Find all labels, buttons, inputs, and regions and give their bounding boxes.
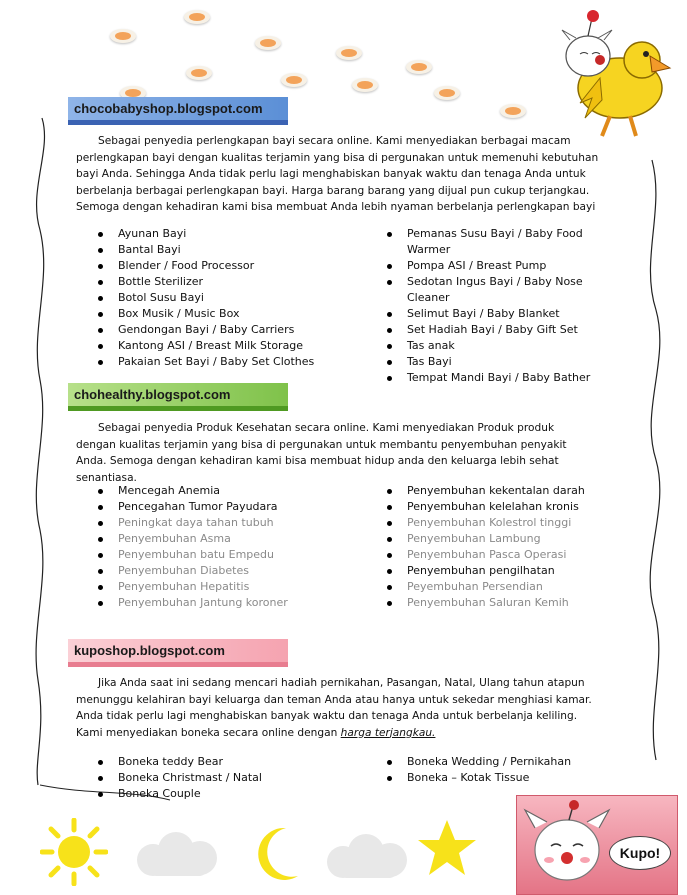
cloud-icon xyxy=(128,830,228,880)
list-item: Tas Bayi xyxy=(389,354,619,370)
list-item: Boneka – Kotak Tissue xyxy=(389,770,619,786)
section-title-text: chohealthy.blogspot.com xyxy=(74,387,231,402)
list-item: Penyembuhan Pasca Operasi xyxy=(389,547,619,563)
item-list-right xyxy=(389,754,619,786)
list-item: Penyembuhan Kolestrol tinggi xyxy=(389,515,619,531)
list-item: Tas anak xyxy=(389,338,619,354)
banner-shadow xyxy=(68,120,288,125)
list-item: Bantal Bayi xyxy=(100,242,360,258)
list-item: Gendongan Bayi / Baby Carriers xyxy=(100,322,360,338)
section-title-text: chocobabyshop.blogspot.com xyxy=(74,101,263,116)
list-item: Pakaian Set Bayi / Baby Set Clothes xyxy=(100,354,360,370)
moogle-illustration xyxy=(521,800,613,892)
item-list-left xyxy=(100,226,360,370)
star-icon xyxy=(416,818,478,878)
list-item: Penyembuhan Hepatitis xyxy=(100,579,360,595)
list-item: Peningkat daya tahan tubuh xyxy=(100,515,360,531)
section-paragraph: Sebagai penyedia Produk Kesehatan secara online. Kami menyediakan Produk produk dengan kualitas terjamin yang bisa di pergunakan untuk membantu penyembuhan penyakit Anda. Semoga dengan kehadiran kami bisa membuat hidup anda den keluarga lebih sehat senantiasa. xyxy=(76,422,567,484)
sun-icon xyxy=(40,818,108,886)
list-item: Ayunan Bayi xyxy=(100,226,360,242)
section-paragraph: Sebagai penyedia perlengkapan bayi secara online. Kami menyediakan berbagai macam perlengkapan bayi dengan kualitas terjamin yang bisa di pergunakan untuk memenuhi kebutuhan bayi Anda. Sehingga Anda tidak perlu lagi menghabiskan banyak waktu dan tenaga Anda untuk berbelanja berbagai perlengkapan bayi. Harga barang barang yang dijual pun cukup terjangkau. Semoga dengan kehadiran kami bisa membuat Anda lebih nyaman berbelanja perlengkapan bayi xyxy=(76,135,599,213)
list-item: Boneka Christmast / Natal xyxy=(100,770,360,786)
list-item: Penyembuhan pengilhatan xyxy=(389,563,619,579)
section-title-chocobabyshop[interactable] xyxy=(68,97,288,121)
list-item: Pencegahan Tumor Payudara xyxy=(100,499,360,515)
section-paragraph xyxy=(76,675,606,741)
list-item: Bottle Sterilizer xyxy=(100,274,360,290)
paragraph-text: Jika Anda saat ini sedang mencari hadiah pernikahan, Pasangan, Natal, Ulang tahun atapun menunggu kelahiran bayi keluarga dan teman Anda atau hanya untuk sekedar menghiasi kamar. Anda tidak perlu lagi menghabiskan banyak waktu dan tenaga Anda untuk berbelanja keliling. Kami menyediakan boneka secara online dengan xyxy=(76,677,592,739)
price-link[interactable]: harga terjangkau. xyxy=(340,726,436,739)
list-item: Boneka Wedding / Pernikahan xyxy=(389,754,619,770)
list-item: Kantong ASI / Breast Milk Storage xyxy=(100,338,360,354)
list-item: Penyembuhan Lambung xyxy=(389,531,619,547)
kupo-label: Kupo! xyxy=(619,845,661,861)
list-item: Penyembuhan kelelahan kronis xyxy=(389,499,619,515)
list-item: Penyembuhan kekentalan darah xyxy=(389,483,619,499)
list-item: Boneka teddy Bear xyxy=(100,754,360,770)
section-title-text: kuposhop.blogspot.com xyxy=(74,643,225,658)
moon-icon xyxy=(252,824,304,882)
item-list-left xyxy=(100,754,360,802)
list-item: Penyembuhan Diabetes xyxy=(100,563,360,579)
list-item: Penyembuhan Saluran Kemih xyxy=(389,595,619,611)
list-item: Set Hadiah Bayi / Baby Gift Set xyxy=(389,322,619,338)
list-item: Penyembuhan Jantung koroner xyxy=(100,595,360,611)
list-item: Mencegah Anemia xyxy=(100,483,360,499)
list-item: Sedotan Ingus Bayi / Baby Nose Cleaner xyxy=(389,274,619,306)
list-item: Pemanas Susu Bayi / Baby Food Warmer xyxy=(389,226,619,258)
item-list-right xyxy=(389,483,619,611)
banner-shadow xyxy=(68,662,288,667)
list-item: Penyembuhan Asma xyxy=(100,531,360,547)
kupo-card xyxy=(516,795,678,895)
list-item: Pompa ASI / Breast Pump xyxy=(389,258,619,274)
list-item: Tempat Mandi Bayi / Baby Bather xyxy=(389,370,619,386)
chocobo-moogle-illustration xyxy=(540,8,680,143)
list-item: Penyembuhan batu Empedu xyxy=(100,547,360,563)
list-item: Box Musik / Music Box xyxy=(100,306,360,322)
cloud-icon xyxy=(318,832,418,882)
section-title-chohealthy[interactable] xyxy=(68,383,288,407)
item-list-left xyxy=(100,483,360,611)
kupo-speech-bubble xyxy=(609,836,671,870)
list-item: Boneka Couple xyxy=(100,786,360,802)
list-item: Selimut Bayi / Baby Blanket xyxy=(389,306,619,322)
item-list-right xyxy=(389,226,619,386)
list-item: Peyembuhan Persendian xyxy=(389,579,619,595)
list-item: Botol Susu Bayi xyxy=(100,290,360,306)
list-item: Blender / Food Processor xyxy=(100,258,360,274)
banner-shadow xyxy=(68,406,288,411)
section-title-kuposhop[interactable] xyxy=(68,639,288,663)
